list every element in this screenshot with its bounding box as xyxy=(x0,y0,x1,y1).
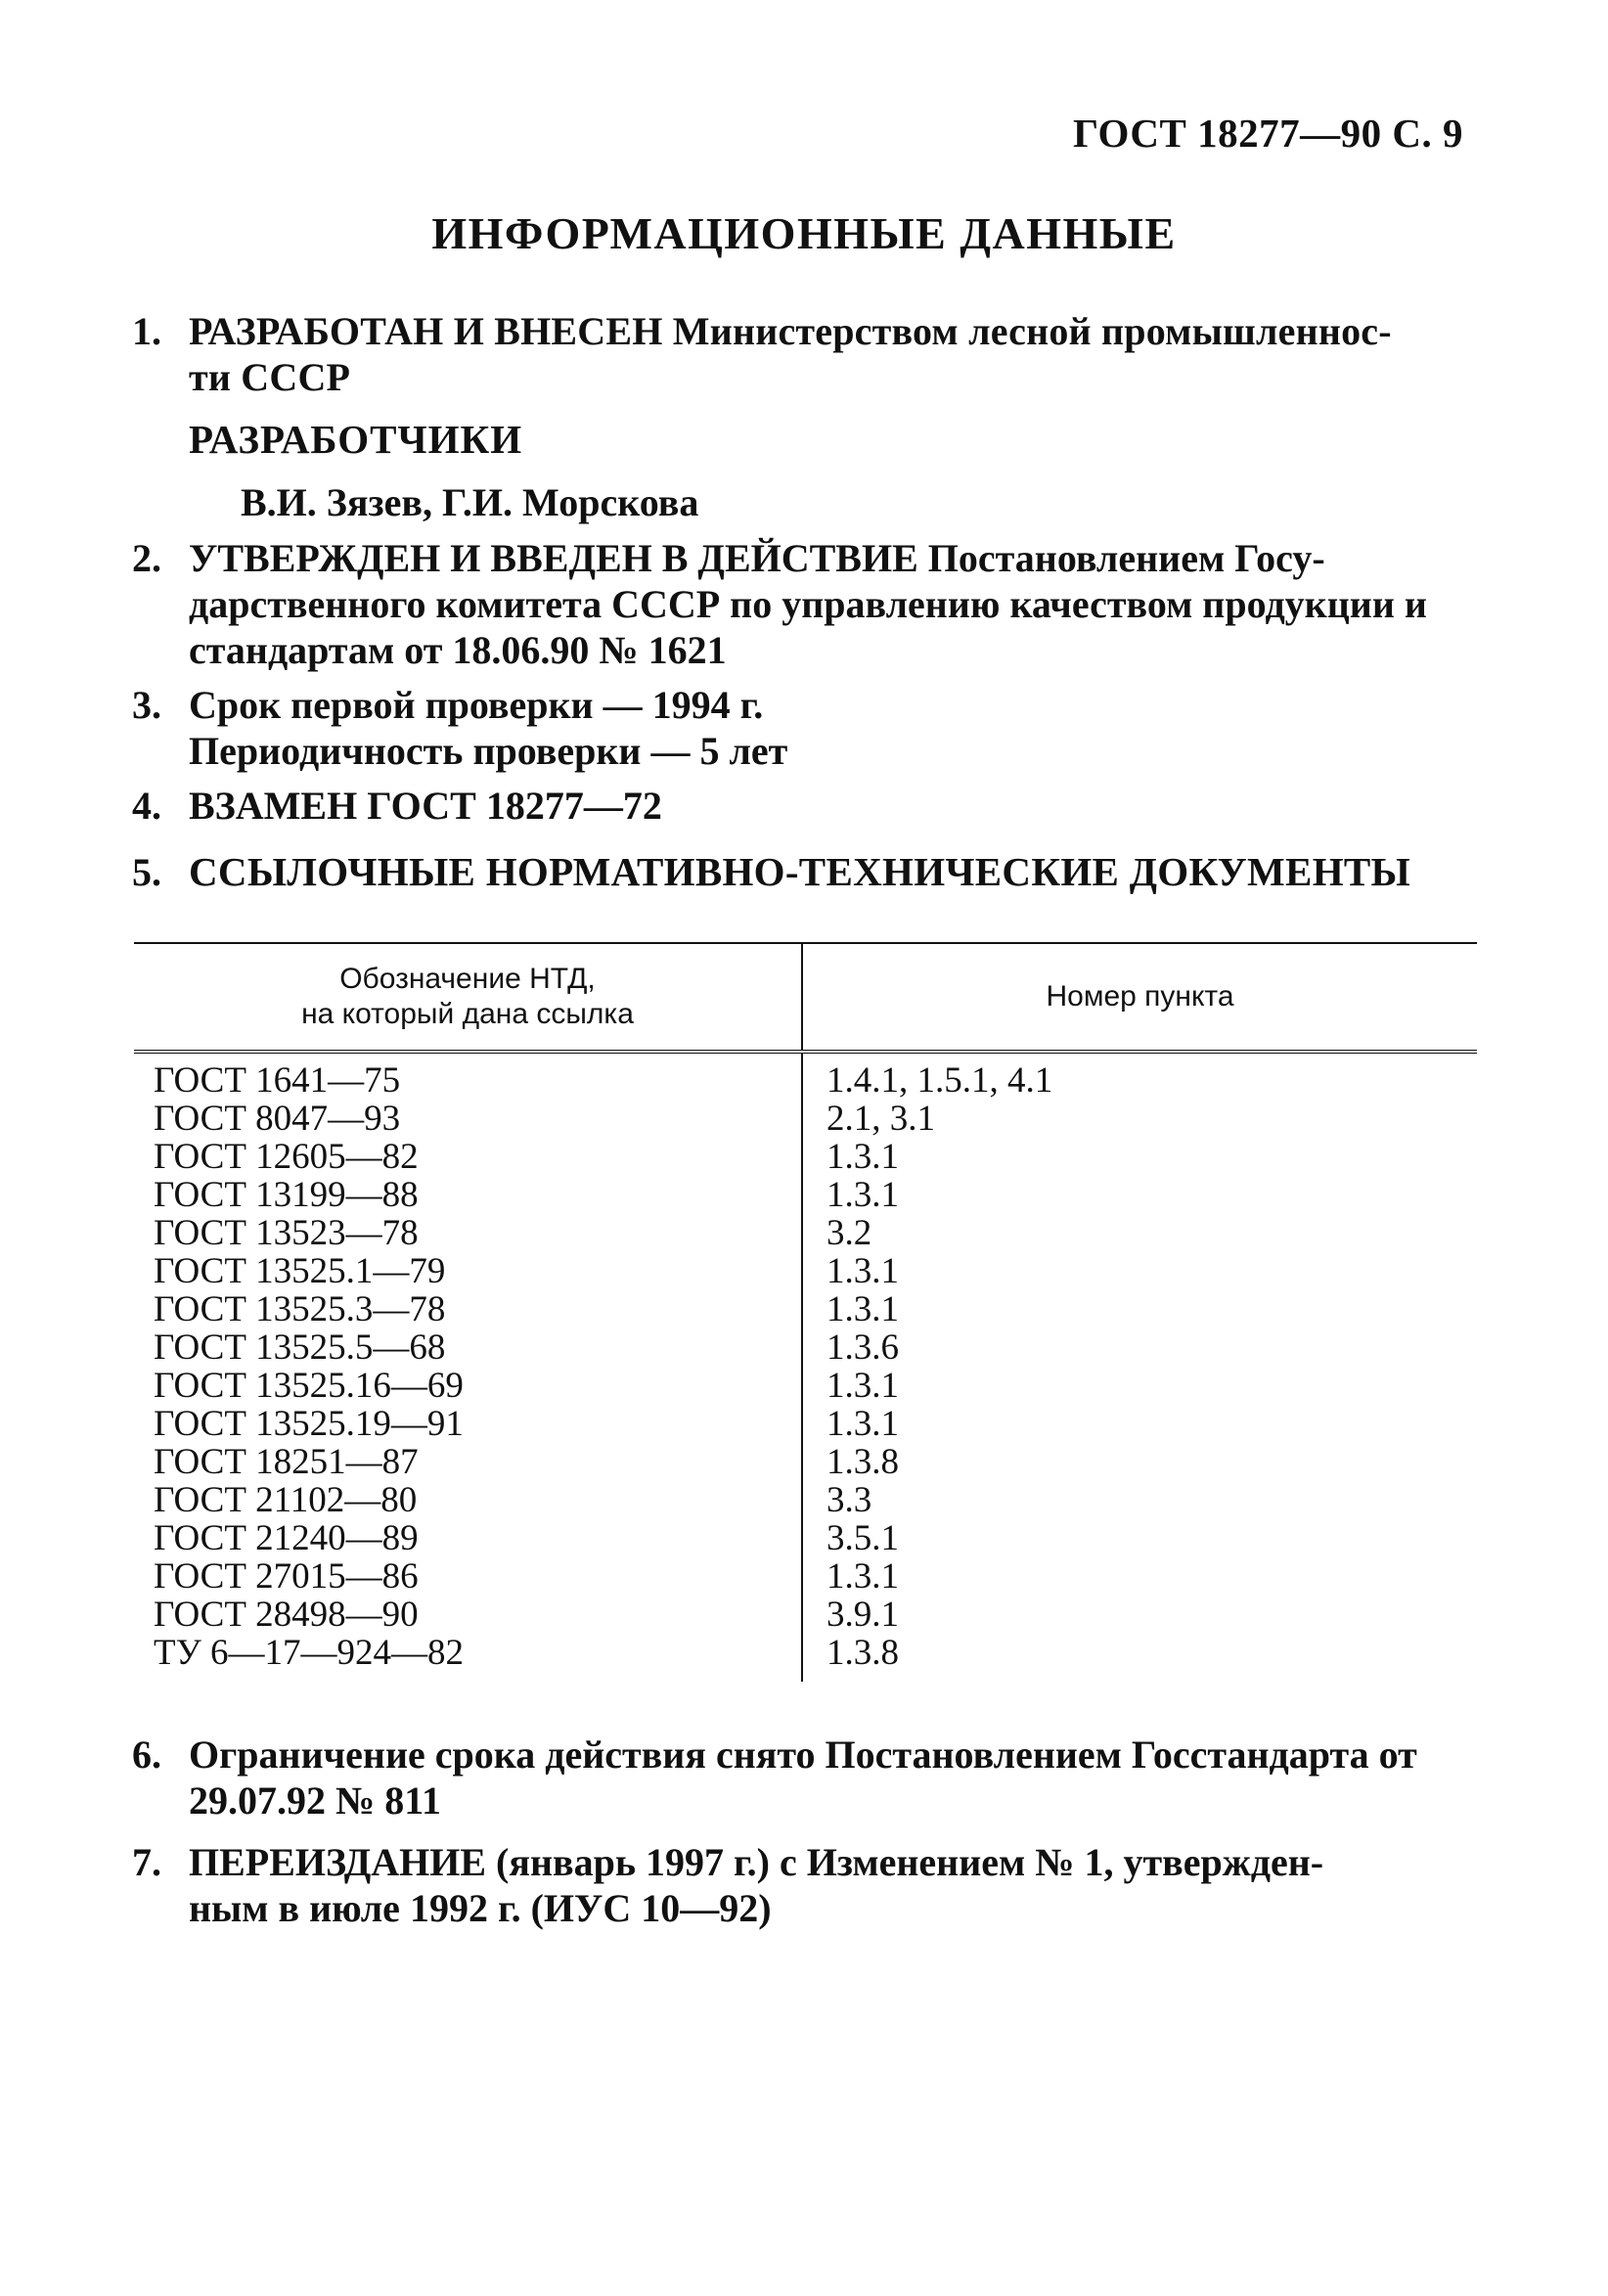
cell-designation: ТУ 6—17—924—82 xyxy=(154,1633,465,1673)
item-number: 2. xyxy=(132,536,161,580)
info-item-2 xyxy=(132,535,1480,673)
cell-designation: ГОСТ 13525.19—91 xyxy=(154,1404,464,1444)
info-item-1 xyxy=(132,308,1470,400)
item-number: 7. xyxy=(132,1840,161,1884)
table-row xyxy=(134,1252,1477,1290)
item-text-line2: 29.07.92 № 811 xyxy=(189,1778,441,1823)
table-header-designation xyxy=(134,944,801,1050)
item-text-line2: Периодичность проверки — 5 лет xyxy=(189,729,788,773)
item-number: 6. xyxy=(132,1733,161,1777)
cell-clause: 3.2 xyxy=(826,1213,872,1253)
cell-clause: 1.4.1, 1.5.1, 4.1 xyxy=(826,1060,1053,1101)
item-text-line2: дарственного комитета СССР по управлению качеством продукции и xyxy=(189,582,1427,626)
table-row xyxy=(134,1176,1477,1214)
cell-designation: ГОСТ 27015—86 xyxy=(154,1556,419,1597)
item-text-line1: ВЗАМЕН ГОСТ 18277—72 xyxy=(189,784,662,828)
table-row xyxy=(134,1290,1477,1328)
item-text: Постановлением Госу- xyxy=(917,536,1325,580)
item-text-line1: Срок первой проверки — 1994 г. xyxy=(189,683,764,727)
table-header-line2: на который дана ссылка xyxy=(301,998,634,1030)
table-header-clause: Номер пункта xyxy=(1046,980,1234,1013)
cell-clause: 3.3 xyxy=(826,1480,872,1520)
info-item-5 xyxy=(132,849,1490,895)
cell-designation: ГОСТ 13523—78 xyxy=(154,1213,419,1253)
cell-clause: 3.9.1 xyxy=(826,1595,899,1635)
cell-designation: ГОСТ 18251—87 xyxy=(154,1442,419,1482)
cell-designation: ГОСТ 28498—90 xyxy=(154,1595,419,1635)
table-row xyxy=(134,1596,1477,1634)
table-row xyxy=(134,1481,1477,1519)
page-header-ref: ГОСТ 18277—90 С. 9 xyxy=(1072,111,1463,156)
cell-clause: 2.1, 3.1 xyxy=(826,1099,935,1139)
item-text-line2: ным в июле 1992 г. (ИУС 10—92) xyxy=(189,1886,772,1930)
table-row xyxy=(134,1405,1477,1443)
cell-clause: 1.3.1 xyxy=(826,1556,899,1597)
table-row xyxy=(134,1557,1477,1596)
cell-designation: ГОСТ 13525.5—68 xyxy=(154,1328,446,1368)
info-item-4 xyxy=(132,783,1460,829)
cell-clause: 1.3.1 xyxy=(826,1289,899,1329)
cell-clause: 1.3.1 xyxy=(826,1404,899,1444)
cell-designation: ГОСТ 13199—88 xyxy=(154,1175,419,1215)
info-item-3 xyxy=(132,682,1460,774)
developers-names: В.И. Зязев, Г.И. Морскова xyxy=(241,480,699,524)
item-text: Министерством лесной промышленнос- xyxy=(662,309,1392,353)
item-number: 5. xyxy=(132,850,161,894)
cell-clause: 1.3.8 xyxy=(826,1633,899,1673)
table-header-row xyxy=(134,942,1477,1054)
table-row xyxy=(134,1061,1477,1100)
item-bold-lead: РАЗРАБОТАН И ВНЕСЕН xyxy=(189,309,663,353)
table-row xyxy=(134,1138,1477,1176)
cell-clause: 1.3.6 xyxy=(826,1328,899,1368)
item-text-line1: ССЫЛОЧНЫЕ НОРМАТИВНО-ТЕХНИЧЕСКИЕ ДОКУМЕНТЫ xyxy=(189,849,1411,894)
info-item-6 xyxy=(132,1732,1480,1823)
developers-heading: РАЗРАБОТЧИКИ xyxy=(189,417,523,462)
cell-clause: 1.3.1 xyxy=(826,1137,899,1177)
item-text-line1: Ограничение срока действия снято Постановлением Госстандарта от xyxy=(189,1733,1417,1777)
item-bold-lead: УТВЕРЖДЕН И ВВЕДЕН В ДЕЙСТВИЕ xyxy=(189,536,918,580)
info-item-7 xyxy=(132,1839,1480,1931)
item-number: 4. xyxy=(132,784,161,828)
item-number: 3. xyxy=(132,683,161,727)
cell-clause: 1.3.1 xyxy=(826,1251,899,1291)
cell-designation: ГОСТ 8047—93 xyxy=(154,1099,401,1139)
item-number: 1. xyxy=(132,309,161,353)
table-row xyxy=(134,1100,1477,1138)
cell-designation: ГОСТ 13525.1—79 xyxy=(154,1251,446,1291)
cell-designation: ГОСТ 13525.16—69 xyxy=(154,1366,464,1406)
cell-clause: 3.5.1 xyxy=(826,1518,899,1558)
cell-designation: ГОСТ 21102—80 xyxy=(154,1480,418,1520)
table-row xyxy=(134,1519,1477,1557)
page-title: ИНФОРМАЦИОННЫЕ ДАННЫЕ xyxy=(431,208,1177,258)
item-bold-lead: ПЕРЕИЗДАНИЕ xyxy=(189,1840,487,1884)
item-text: (январь 1997 г.) с Изменением № 1, утвержден- xyxy=(486,1840,1324,1884)
table-header-line1: Обозначение НТД, xyxy=(339,963,596,995)
table-row xyxy=(134,1443,1477,1481)
cell-designation: ГОСТ 1641—75 xyxy=(154,1060,401,1101)
table-row xyxy=(134,1328,1477,1367)
reference-table xyxy=(134,942,1477,1672)
cell-designation: ГОСТ 21240—89 xyxy=(154,1518,419,1558)
table-row xyxy=(134,1634,1477,1672)
cell-clause: 1.3.1 xyxy=(826,1175,899,1215)
cell-designation: ГОСТ 12605—82 xyxy=(154,1137,419,1177)
cell-clause: 1.3.8 xyxy=(826,1442,899,1482)
item-text-line2: ти СССР xyxy=(189,355,351,399)
item-text-line3: стандартам от 18.06.90 № 1621 xyxy=(189,628,727,672)
table-row xyxy=(134,1214,1477,1252)
cell-designation: ГОСТ 13525.3—78 xyxy=(154,1289,446,1329)
table-row xyxy=(134,1367,1477,1405)
table-body xyxy=(134,1054,1477,1672)
cell-clause: 1.3.1 xyxy=(826,1366,899,1406)
